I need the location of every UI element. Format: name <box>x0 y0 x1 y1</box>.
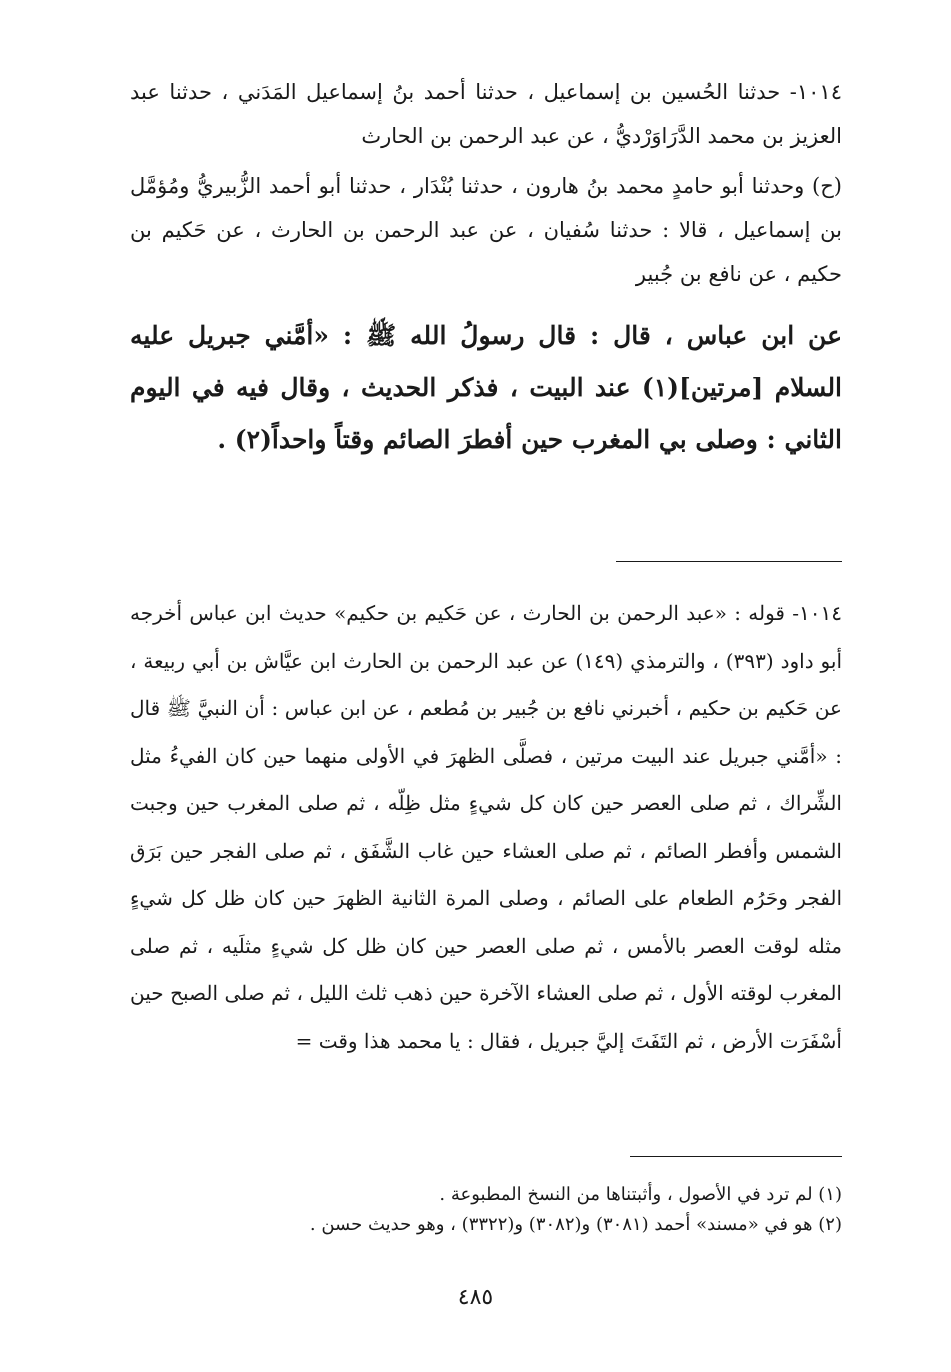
isnad-2: (ح) وحدثنا أبو حامدٍ محمد بنُ هارون ، حدثنا بُنْدَار ، حدثنا أبو أحمد الزُّبيريُّ ومُؤمَّل بن إسماعيل ، قالا : حدثنا سُفيان ، عن عبد الرحمن بن الحارث ، عن حَكيم بن حكيم ، عن نافع بن جُبير <box>130 174 842 286</box>
footnotes <box>130 1180 842 1240</box>
page-number: ٤٨٥ <box>457 1285 494 1310</box>
hadith-matn: عن ابن عباس ، قال : قال رسولُ الله ﷺ : «أمَّني جبريل عليه السلام [مرتين](١) عند البيت ، فذكر الحديث ، وقال فيه في اليوم الثاني : وصلى بي المغرب حين أفطرَ الصائم وقتاً واحداً(٢) . <box>130 321 843 454</box>
commentary-text: ١٠١٤- قوله : «عبد الرحمن بن الحارث ، عن حَكيم بن حكيم» حديث ابن عباس أخرجه أبو داود (٣٩٣) ، والترمذي (١٤٩) عن عبد الرحمن بن الحارث ابن عيَّاش بن أبي ربيعة ، عن حَكيم بن حكيم ، أخبرني نافع بن جُبير بن مُطعم ، عن ابن عباس : أن النبيَّ ﷺ قال : «أمَّني جبريل عند البيت مرتين ، فصلَّى الظهرَ في الأولى منهما حين كان الفيءُ مثل الشِّراك ، ثم صلى العصر حين كان كل شيءٍ مثل ظِلّه ، ثم صلى المغرب حين وجبت الشمس وأفطر الصائم ، ثم صلى العشاء حين غاب الشَّفَق ، ثم صلى الفجر حين بَرَق الفجر وحَرُم الطعام على الصائم ، وصلى المرة الثانية الظهرَ حين كان ظل كل شيءٍ مثله لوقت العصر بالأمس ، ثم صلى العصر حين كان ظل كل شيءٍ مثلَيه ، ثم صلى المغرب لوقته الأول ، ثم صلى العشاء الآخرة حين ذهب ثلث الليل ، ثم صلى الصبح حين أسْفَرَت الأرض ، ثم التَفَتَ إليَّ جبريل ، فقال : يا محمد هذا وقت = <box>130 601 843 1053</box>
commentary-divider <box>616 561 842 562</box>
footnote-2: (٢) هو في «مسند» أحمد (٣٠٨١) و(٣٠٨٢) و(٣٣٢٢) ، وهو حديث حسن . <box>309 1214 842 1235</box>
commentary-section <box>130 590 842 1065</box>
footnote-1: (١) لم ترد في الأصول ، وأثبتناها من النسخ المطبوعة . <box>439 1184 842 1205</box>
isnad-1: ١٠١٤- حدثنا الحُسين بن إسماعيل ، حدثنا أحمد بنُ إسماعيل المَدَني ، حدثنا عبد العزيز بن محمد الدَّرَاوَرْديُّ ، عن عبد الرحمن بن الحارث <box>130 80 842 148</box>
footnote-divider <box>630 1156 842 1157</box>
main-text <box>130 70 842 466</box>
